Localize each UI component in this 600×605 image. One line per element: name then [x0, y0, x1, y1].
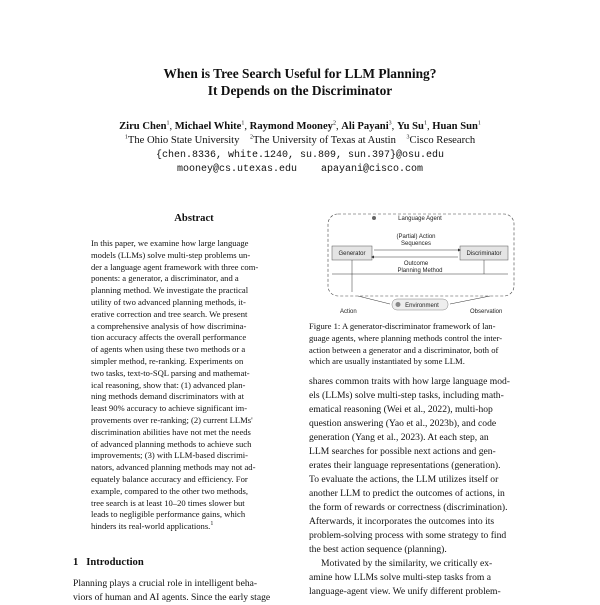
abstract-line: planning method. We investigate the practical	[91, 285, 249, 296]
author-name: Raymond Mooney$^2$	[249, 120, 336, 132]
abstract-line: two tasks, text-to-SQL parsing and mathemat-	[91, 367, 250, 378]
abstract-line: der a language agent framework with three com-	[91, 261, 259, 272]
observation-arrow	[450, 296, 490, 304]
agent-icon	[372, 216, 376, 220]
action-label: Action	[340, 309, 357, 315]
author-name: Ziru Chen$^1$	[119, 120, 170, 132]
emails-line1: {chen.8336, white.1240, su.809, sun.397}@osu.edu	[155, 150, 445, 161]
body-line: LLM searches for possible next actions and gen-	[309, 446, 496, 457]
abstract-line: hinders its real-world applications.$^1$	[91, 521, 214, 532]
generator-label: Generator	[338, 251, 366, 257]
affiliation: $^2$The University of Texas at Austin	[249, 134, 396, 146]
paper-title-line2: It Depends on the Discriminator	[207, 83, 393, 98]
caption-line: Figure 1: A generator-discriminator framework of lan-	[309, 321, 496, 331]
intro-body	[73, 577, 297, 605]
intro-line: Planning plays a crucial role in intelligent beha-	[73, 578, 258, 589]
body-line: shares common traits with how large language mod-	[309, 376, 510, 387]
paper-title-line1: When is Tree Search Useful for LLM Planning?	[163, 66, 437, 81]
abstract-line: leads to negligible performance gains, which	[91, 509, 246, 520]
intro-number: 1	[73, 557, 79, 568]
abstract-line: ical reasoning, show that: (1) advanced plan-	[91, 379, 246, 390]
environment-icon	[396, 302, 401, 307]
outcome-label: Outcome	[403, 261, 429, 267]
author-name: Michael White$^1$	[174, 120, 245, 132]
footnote-mark: 1	[210, 521, 214, 528]
abstract-line: simpler method, re-ranking. Experiments on	[91, 355, 244, 366]
abstract-line: ponents: a generator, a discriminator, and a	[91, 273, 239, 284]
environment-label: Environment	[405, 303, 439, 309]
figure-caption	[309, 321, 532, 368]
abstract-line: least 90% accuracy to achieve significant im-	[91, 403, 248, 414]
body-line: language-agent view. We unify different problem-	[309, 586, 501, 597]
affiliation: $^3$Cisco Research	[406, 134, 476, 146]
actions-label: (Partial) Action	[396, 234, 436, 240]
abstract-line: tion accuracy affects the overall performance	[91, 332, 247, 343]
abstract-line: In this paper, we examine how large language	[91, 238, 249, 248]
figure-diagram	[322, 212, 518, 316]
author-name: Ali Payani$^3$	[341, 120, 392, 132]
right-body-text	[309, 375, 532, 599]
abstract-line: nators, advanced planning methods may not ad-	[91, 462, 256, 473]
body-line: amine how LLMs solve multi-step tasks from a	[309, 572, 491, 583]
intro-heading	[73, 557, 144, 568]
body-line: erates their language representations (generation).	[309, 460, 501, 471]
body-line: another LLM to predict the outcomes of actions, in	[309, 488, 505, 499]
intro-line: viors of human and AI agents. Since the early stage	[73, 592, 271, 603]
abstract-line: a comprehensive analysis of how discrimina-	[91, 320, 247, 331]
caption-line: action between a generator and a discriminator, both of	[309, 344, 499, 355]
abstract-line: discrimination abilities have not met the needs	[91, 426, 251, 437]
sequences-label: Sequences	[400, 241, 432, 247]
caption-line: guage agents, where planning methods control the inter-	[309, 332, 503, 343]
abstract-line: of agents when using these two methods or a	[91, 344, 246, 355]
body-line: the best action sequence (planning).	[309, 544, 447, 555]
body-line: problem-solving process with some strategy to find	[309, 530, 507, 541]
abstract-body	[91, 238, 297, 533]
body-line: generation (Yang et al., 2023). At each step, an	[309, 432, 489, 443]
body-line: question answering (Yao et al., 2023b), and code	[309, 418, 497, 429]
agent-label: Language Agent	[398, 216, 442, 222]
body-line: els (LLMs) solve multi-step tasks, including math-	[309, 390, 504, 401]
author-name: Yu Su$^1$	[396, 120, 427, 132]
body-line: Afterwards, it incorporates the outcomes into its	[309, 516, 495, 527]
abstract-line: erative correction and tree search. We present	[91, 308, 248, 319]
abstract-line: models (LLMs) solve multi-step problems un-	[91, 249, 251, 260]
abstract-line: of advanced planning methods to achieve such	[91, 438, 252, 449]
author-name: Huan Sun$^1$	[432, 120, 481, 132]
observation-label: Observation	[470, 309, 503, 315]
abstract-line: utility of two advanced planning methods, it-	[91, 296, 246, 307]
abstract-line: provements over re-ranking; (2) current LLMs'	[91, 414, 253, 425]
abstract-line: improvements; (3) with LLM-based discrimi-	[91, 450, 249, 461]
action-arrow	[358, 296, 390, 304]
abstract-line: example, compared to the other two methods,	[91, 485, 249, 496]
emails-line2: mooney@cs.utexas.edu apayani@cisco.com	[176, 164, 424, 175]
abstract-line: tree search is at least 10–20 times slower but	[91, 497, 245, 508]
caption-line: which are usually instantiated by some LLM.	[309, 356, 465, 367]
affiliation-list	[0, 134, 600, 147]
discriminator-label: Discriminator	[466, 251, 502, 257]
body-line: To evaluate the actions, the LLM utilizes itself or	[309, 474, 499, 485]
affiliation: $^1$The Ohio State University	[124, 134, 240, 146]
abstract-heading: Abstract	[174, 213, 214, 224]
author-list: Ziru Chen$^1$, Michael White$^1$, Raymond Mooney$^2$, Ali Payani$^3$, Yu Su$^1$, Huan Sun$^1$	[119, 120, 481, 132]
body-line: the form of rewards or correctness (discrimination).	[309, 502, 508, 513]
body-line: ematical reasoning (Wei et al., 2022), multi-hop	[309, 404, 493, 415]
body-line: Motivated by the similarity, we critically ex-	[321, 558, 493, 569]
planning-label: Planning Method	[397, 268, 443, 274]
intro-title: Introduction	[86, 557, 144, 568]
abstract-line: ning methods demand discriminators with at	[91, 391, 244, 402]
abstract-line: equately balance accuracy and efficiency. For	[91, 473, 248, 484]
